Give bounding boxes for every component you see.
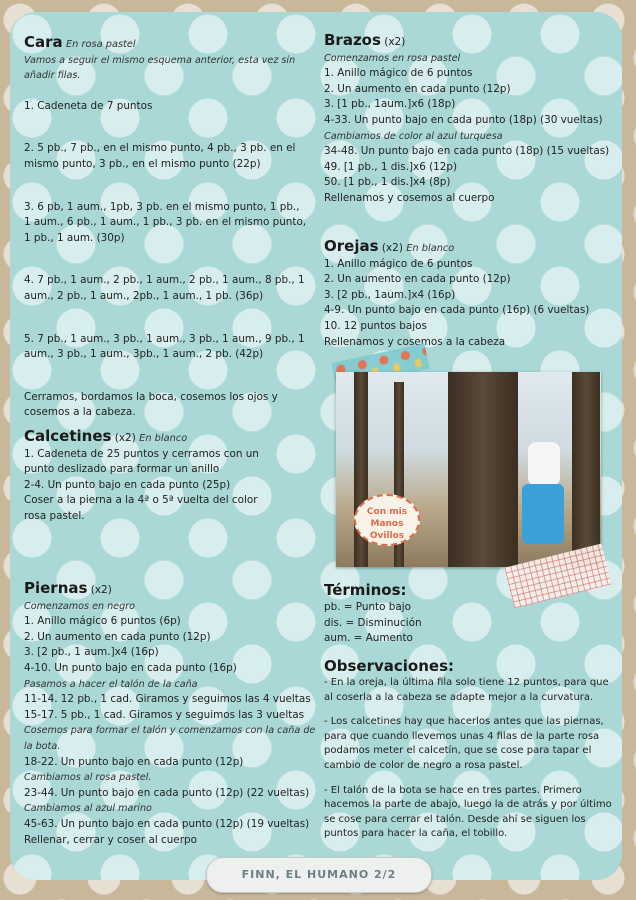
cara-row-4: 4. 7 pb., 1 aum., 2 pb., 1 aum., 2 pb., 1 aum., 8 pb., 1 aum., 2 pb., 1 aum., 2pb., 1 aum., 1 pb. (36p) bbox=[24, 274, 305, 302]
terminos-row-1: pb. = Punto bajo bbox=[324, 601, 412, 613]
piernas-line: 15-17. 5 pb., 1 cad. Giramos y seguimos las 3 vueltas bbox=[24, 708, 305, 721]
orejas-row-5: 10. 12 puntos bajos bbox=[324, 319, 427, 332]
orejas-row-4: 4-9. Un punto bajo en cada punto (16p) (6 vueltas) bbox=[324, 304, 590, 317]
brazos-line: 49. [1 pb., 1 dis.]x6 (12p) bbox=[324, 160, 458, 173]
cara-title: Cara bbox=[24, 33, 63, 51]
piernas-line: 4-10. Un punto bajo en cada punto (16p) bbox=[24, 661, 237, 674]
piernas-line: 45-63. Un punto bajo en cada punto (12p) (19 vueltas) bbox=[24, 817, 310, 830]
piernas-line: 3. [2 pb., 1 aum.]x4 (16p) bbox=[24, 646, 159, 659]
finn-doll-body bbox=[522, 484, 564, 544]
piernas-count: (x2) bbox=[90, 584, 112, 596]
piernas-line: 1. Anillo mágico 6 puntos (6p) bbox=[24, 615, 181, 628]
brazos-line: Rellenamos y cosemos al cuerpo bbox=[324, 191, 495, 204]
section-orejas bbox=[324, 236, 612, 350]
cara-closing: Cerramos, bordamos la boca, cosemos los ojos y cosemos a la cabeza. bbox=[24, 390, 278, 419]
section-brazos bbox=[324, 30, 612, 207]
piernas-line: 11-14. 12 pb., 1 cad. Giramos y seguimos las 4 vueltas bbox=[24, 693, 311, 706]
calcetines-row-3: Coser a la pierna a la 4ª o 5ª vuelta del color rosa pastel. bbox=[24, 494, 258, 522]
piernas-line: Pasamos a hacer el talón de la caña bbox=[24, 678, 198, 690]
piernas-line: 23-44. Un punto bajo en cada punto (12p) (22 vueltas) bbox=[24, 786, 310, 799]
piernas-lines bbox=[24, 599, 320, 849]
brazos-line: 2. Un aumento en cada punto (12p) bbox=[324, 82, 511, 95]
cara-intro: Vamos a seguir el mismo esquema anterior, esta vez sin añadir filas. bbox=[24, 54, 296, 82]
orejas-row-6: Rellenamos y cosemos a la cabeza bbox=[324, 335, 506, 348]
piernas-title: Piernas bbox=[24, 579, 88, 597]
terminos-title: Términos: bbox=[324, 581, 407, 599]
piernas-line: Rellenar, cerrar y coser al cuerpo bbox=[24, 833, 197, 846]
calcetines-title: Calcetines bbox=[24, 427, 112, 445]
brazos-line: 3. [1 pb., 1aum.]x6 (18p) bbox=[324, 98, 456, 111]
piernas-line: Comenzamos en negro bbox=[24, 600, 135, 612]
brazos-line: Comenzamos en rosa pastel bbox=[324, 52, 461, 64]
piernas-line: Cambiamos al azul marino bbox=[24, 803, 152, 815]
tree-trunk bbox=[448, 372, 518, 567]
section-calcetines bbox=[24, 426, 274, 525]
brazos-line: 1. Anillo mágico de 6 puntos bbox=[324, 67, 473, 80]
page-footer-label: FINN, EL HUMANO 2/2 bbox=[206, 857, 432, 893]
observaciones-paragraph-1: - En la oreja, la última fila solo tiene 12 puntos, para que al coserla a la cabeza se adapte mejor a la curvatura. bbox=[324, 677, 609, 703]
brazos-line: 34-48. Un punto bajo en cada punto (18p) (15 vueltas) bbox=[324, 145, 610, 158]
observaciones-paragraph-3: - El talón de la bota se hace en tres partes. Primero hacemos la parte de abajo, luego la de atrás y por último se cose para cerrar el talón. Desde ahí se siguen los puntos para hacer la caña, el tobillo. bbox=[324, 784, 612, 840]
finn-doll-head bbox=[528, 442, 560, 486]
tree-trunk bbox=[572, 372, 600, 567]
calcetines-row-2: 2-4. Un punto bajo en cada punto (25p) bbox=[24, 478, 231, 491]
brand-badge bbox=[354, 494, 420, 546]
section-observaciones bbox=[324, 656, 614, 842]
calcetines-subtitle: En blanco bbox=[139, 433, 188, 444]
cara-subtitle: En rosa pastel bbox=[65, 39, 136, 50]
brazos-title: Brazos bbox=[324, 31, 381, 49]
orejas-subtitle: En blanco bbox=[406, 243, 455, 254]
orejas-row-1: 1. Anillo mágico de 6 puntos bbox=[324, 257, 473, 270]
observaciones-title: Observaciones: bbox=[324, 657, 455, 675]
brazos-line: 50. [1 pb., 1 dis.]x4 (8p) bbox=[324, 176, 451, 189]
amigurumi-photo bbox=[336, 372, 601, 567]
brazos-lines bbox=[324, 51, 612, 207]
brand-badge-text: Con mis Manos Ovillos bbox=[366, 507, 408, 541]
orejas-title: Orejas bbox=[324, 237, 379, 255]
terminos-row-2: dis. = Disminución bbox=[324, 616, 422, 629]
piernas-line: Cambiamos al rosa pastel. bbox=[24, 772, 152, 784]
piernas-line: 2. Un aumento en cada punto (12p) bbox=[24, 630, 211, 643]
terminos-row-3: aum. = Aumento bbox=[324, 632, 413, 645]
cara-row-2: 2. 5 pb., 7 pb., en el mismo punto, 4 pb., 3 pb. en el mismo punto, 3 pb., en el mismo punto (22p) bbox=[24, 142, 296, 170]
observaciones-paragraph-2: - Los calcetines hay que hacerlos antes que las piernas, para que cuando llevemos unas 4 filas de la parte rosa podamos meter el calcetín, que se cose para tapar el cambio de color de negro a rosa pastel. bbox=[324, 716, 604, 771]
orejas-row-3: 3. [2 pb., 1aum.]x4 (16p) bbox=[324, 288, 456, 301]
piernas-line: Cosemos para formar el talón y comenzamos con la caña de la bota. bbox=[24, 725, 316, 752]
calcetines-row-1: 1. Cadeneta de 25 puntos y cerramos con un punto deslizado para formar un anillo bbox=[24, 447, 259, 476]
section-piernas bbox=[24, 578, 320, 848]
section-cara bbox=[24, 32, 308, 421]
brazos-line: 4-33. Un punto bajo en cada punto (18p) (30 vueltas) bbox=[324, 113, 603, 126]
piernas-line: 18-22. Un punto bajo en cada punto (12p) bbox=[24, 755, 244, 768]
cara-row-1: 1. Cadeneta de 7 puntos bbox=[24, 99, 153, 112]
cara-row-5: 5. 7 pb., 1 aum., 3 pb., 1 aum., 3 pb., 1 aum., 9 pb., 1 aum., 3 pb., 1 aum., 3pb., 1 aum., 2 pb. (42p) bbox=[24, 332, 305, 361]
brazos-line: Cambiamos de color al azul turquesa bbox=[324, 130, 503, 142]
calcetines-count: (x2) bbox=[114, 432, 136, 444]
orejas-row-2: 2. Un aumento en cada punto (12p) bbox=[324, 273, 511, 286]
orejas-count: (x2) bbox=[381, 242, 403, 254]
cara-row-3: 3. 6 pb, 1 aum., 1pb, 3 pb. en el mismo punto, 1 pb., 1 aum., 6 pb., 1 aum., 1 pb., 3 pb. en el mismo punto, 1 pb., 1 aum. (30p) bbox=[24, 200, 307, 244]
section-terminos bbox=[324, 580, 504, 647]
brazos-count: (x2) bbox=[384, 36, 406, 48]
